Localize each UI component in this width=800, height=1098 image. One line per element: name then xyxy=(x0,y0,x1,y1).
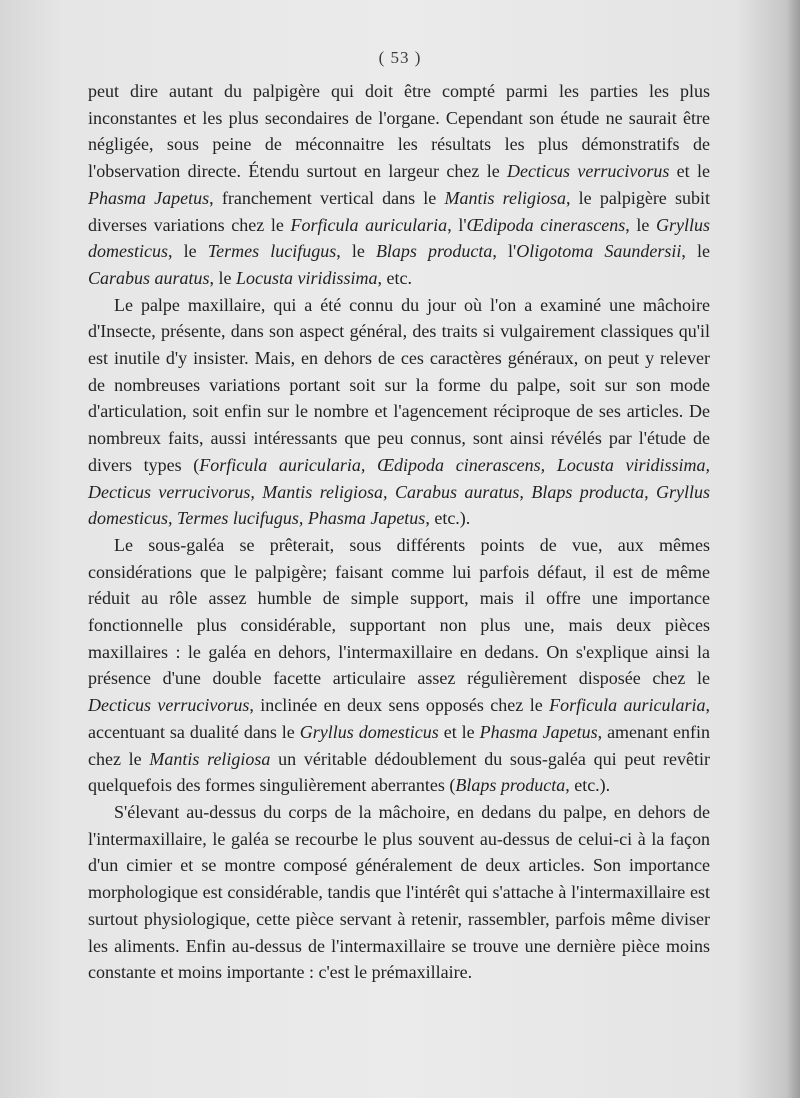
italic-species-name: Blaps producta xyxy=(375,241,493,262)
italic-species-name: Oligotoma Saundersii xyxy=(516,241,682,262)
italic-species-name: Carabus auratus xyxy=(88,267,210,288)
italic-species-name: Decticus verrucivorus xyxy=(507,161,670,182)
italic-species-name: Mantis religiosa xyxy=(149,748,271,769)
italic-species-name: Decticus verrucivorus xyxy=(88,695,250,716)
italic-species-name: Gryllus domesticus xyxy=(299,721,439,742)
italic-species-name: Mantis religiosa xyxy=(444,187,566,208)
italic-species-name: Gryllus domesticus xyxy=(88,214,711,262)
page-number: ( 53 ) xyxy=(378,48,422,67)
italic-species-name: Locusta viridissima xyxy=(236,267,378,288)
paragraph: Le palpe maxillaire, qui a été connu du jour où l'on a examiné une mâchoire d'Insecte, présente, dans son aspect général, des traits si vulgairement classiques qu'il est inutile d'y insister. Mais, en dehors de ces caractères généraux, on peut y relever de nombreuses variations portant soit sur la forme du palpe, soit sur son mode d'articulation, soit enfin sur le nombre et l'agencement réciproque de ses articles. De nombreux faits, aussi intéressants que peu connus, sont ainsi révélés par l'étude de divers types (Forficula auricularia, Œdipoda cinerascens, Locusta viridissima, Decticus verrucivorus, Mantis religiosa, Carabus auratus, Blaps producta, Gryllus domesticus, Termes lucifugus, Phasma Japetus, etc.). xyxy=(88,294,710,529)
paragraph: S'élevant au-dessus du corps de la mâchoire, en dedans du palpe, en dehors de l'intermaxillaire, le galéa se recourbe le plus souvent au-dessus de celui-ci à la façon d'un cimier et se montre composé généralement de deux articles. Son importance morphologique est considérable, tandis que l'intérêt qui s'attache à l'intermaxillaire est surtout physiologique, cette pièce servant à retenir, rassembler, parfois même diviser les aliments. Enfin au-dessus de l'intermaxillaire se trouve une dernière pièce moins constante et moins importante : c'est le prémaxillaire. xyxy=(88,801,710,983)
italic-species-name: Phasma Japetus xyxy=(88,187,210,208)
italic-species-name: Phasma Japetus xyxy=(479,721,598,742)
italic-species-name: Forficula auricularia xyxy=(290,214,448,235)
paragraph: Le sous-galéa se prêterait, sous différents points de vue, aux mêmes considérations que le palpigère; faisant comme lui parfois défaut, il est de même réduit au rôle assez humble de simple support, mais il offre une importance fonctionnelle plus considérable, supportant non plus une, mais deux pièces maxillaires : le galéa en dehors, l'intermaxillaire en dedans. On s'explique ainsi la présence d'une double facette articulaire assez régulièrement disposée chez le Decticus verrucivorus, inclinée en deux sens opposés chez le Forficula auricularia, accentuant sa dualité dans le Gryllus domesticus et le Phasma Japetus, amenant enfin chez le Mantis religiosa un véritable dédoublement du sous-galéa qui peut revêtir quelquefois des formes singulièrement aberrantes (Blaps producta, etc.). xyxy=(88,534,711,796)
italic-species-name: Œdipoda cinerascens xyxy=(466,214,626,235)
italic-species-name: Forficula auricularia xyxy=(549,695,706,716)
italic-species-name: Blaps producta xyxy=(455,775,566,796)
italic-species-name: Forficula auricularia, Œdipoda cinerascens, Locusta viridissima, Decticus verrucivorus, Mantis religiosa, Carabus auratus, Blaps producta, Gryllus domesticus, Termes lucifugus, Phasma Japetus xyxy=(88,454,710,529)
paragraph: peut dire autant du palpigère qui doit être compté parmi les parties les plus inconstantes et les plus secondaires de l'organe. Cependant son étude ne saurait être négligée, sous peine de méconnaitre les résultats les plus démonstratifs de l'observation directe. Étendu surtout en largeur chez le Decticus verrucivorus et le Phasma Japetus, franchement vertical dans le Mantis religiosa, le palpigère subit diverses variations chez le Forficula auricularia, l'Œdipoda cinerascens, le Gryllus domesticus, le Termes lucifugus, le Blaps producta, l'Oligotoma Saundersii, le Carabus auratus, le Locusta viridissima, etc. xyxy=(88,81,711,288)
body-text xyxy=(88,78,710,986)
page-edge-shadow xyxy=(786,0,800,1098)
italic-species-name: Termes lucifugus xyxy=(207,241,337,262)
